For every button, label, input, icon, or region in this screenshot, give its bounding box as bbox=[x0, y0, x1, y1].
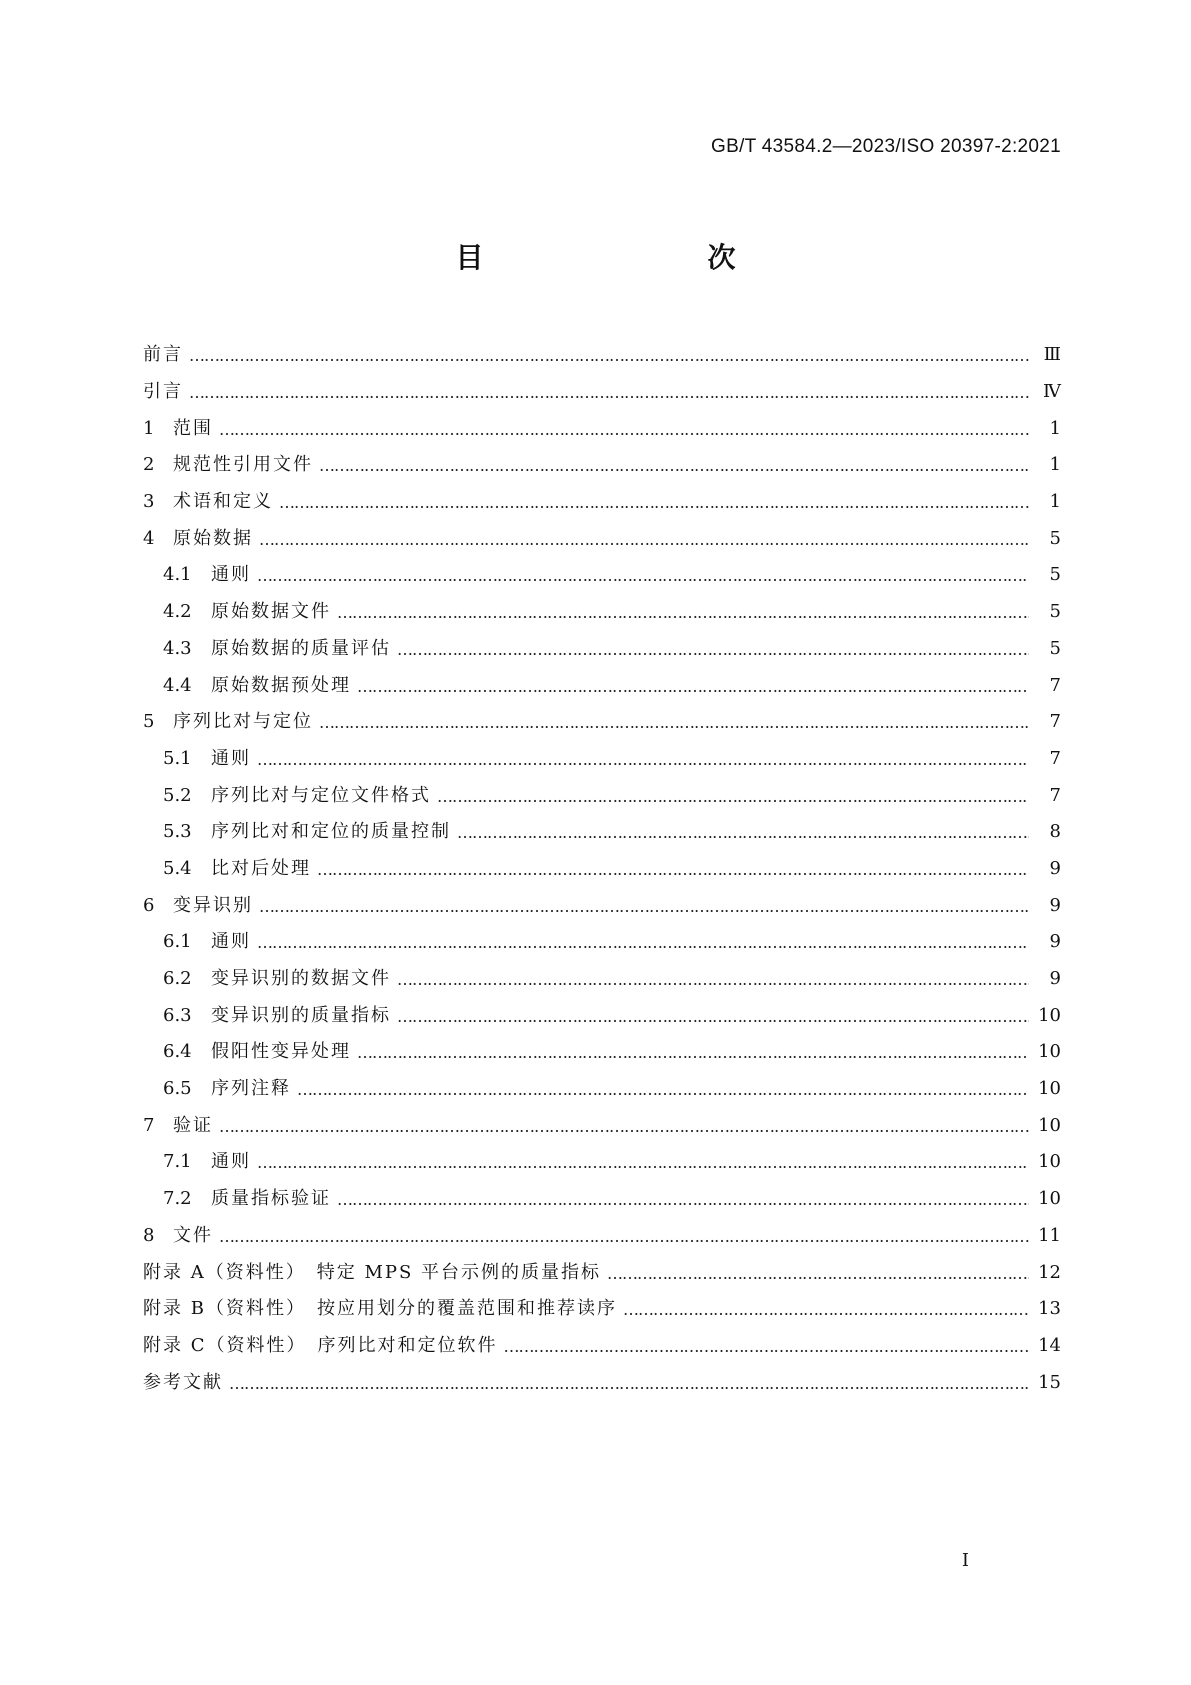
toc-entry[interactable] bbox=[143, 814, 1061, 851]
toc-entry[interactable] bbox=[143, 337, 1061, 374]
toc-entry-number: 4.3 bbox=[163, 637, 192, 659]
toc-entry-page: 5 bbox=[1049, 564, 1061, 586]
toc-dot-leader bbox=[317, 861, 1029, 879]
toc-dot-leader bbox=[189, 347, 1029, 365]
toc-entry-page: 8 bbox=[1049, 821, 1061, 843]
toc-dot-leader bbox=[607, 1265, 1029, 1283]
toc-dot-leader bbox=[229, 1375, 1029, 1393]
toc-entry[interactable] bbox=[143, 1034, 1061, 1071]
toc-list bbox=[143, 337, 1061, 1401]
toc-entry-page: 7 bbox=[1049, 747, 1061, 769]
toc-entry[interactable] bbox=[143, 777, 1061, 814]
toc-entry-number: 7 bbox=[143, 1114, 155, 1136]
toc-entry-label: 通则 bbox=[211, 747, 251, 769]
toc-entry-number: 4.2 bbox=[163, 601, 192, 623]
toc-entry-label: 变异识别的质量指标 bbox=[211, 1004, 391, 1026]
toc-entry-label: 通则 bbox=[211, 564, 251, 586]
toc-entry[interactable] bbox=[143, 1181, 1061, 1218]
toc-entry-label: 参考文献 bbox=[143, 1371, 223, 1393]
toc-entry-number: 4 bbox=[143, 527, 155, 549]
toc-entry[interactable] bbox=[143, 1291, 1061, 1328]
toc-entry[interactable] bbox=[143, 1364, 1061, 1401]
toc-entry-label: 附录 B（资料性） 按应用划分的覆盖范围和推荐读序 bbox=[143, 1298, 617, 1320]
toc-entry-number: 6.2 bbox=[163, 968, 192, 990]
toc-entry-number: 4.1 bbox=[163, 564, 192, 586]
toc-entry-number: 7.1 bbox=[163, 1151, 192, 1173]
toc-entry-label: 引言 bbox=[143, 381, 183, 403]
toc-entry-page: 9 bbox=[1049, 968, 1061, 990]
toc-entry-label: 范围 bbox=[173, 417, 213, 439]
toc-entry-label: 变异识别的数据文件 bbox=[211, 968, 391, 990]
toc-entry-page: 7 bbox=[1049, 711, 1061, 733]
toc-title: 目 次 bbox=[455, 241, 792, 274]
toc-entry[interactable] bbox=[143, 1071, 1061, 1108]
toc-entry[interactable] bbox=[143, 1144, 1061, 1181]
toc-entry-label: 验证 bbox=[173, 1114, 213, 1136]
toc-entry[interactable] bbox=[143, 374, 1061, 411]
toc-entry-label: 通则 bbox=[211, 1151, 251, 1173]
toc-entry-number: 5.1 bbox=[163, 747, 192, 769]
toc-dot-leader bbox=[357, 1044, 1029, 1062]
toc-entry-number: 6.5 bbox=[163, 1078, 192, 1100]
toc-entry[interactable] bbox=[143, 484, 1061, 521]
toc-entry-page: 10 bbox=[1038, 1041, 1061, 1063]
toc-entry-label: 序列比对和定位的质量控制 bbox=[211, 821, 451, 843]
toc-entry-label: 附录 A（资料性） 特定 MPS 平台示例的质量指标 bbox=[143, 1261, 602, 1283]
toc-entry-number: 5.3 bbox=[163, 821, 192, 843]
toc-entry-page: 10 bbox=[1038, 1114, 1061, 1136]
toc-entry-number: 6.3 bbox=[163, 1004, 192, 1026]
toc-entry-page: 15 bbox=[1038, 1371, 1061, 1393]
toc-entry-label: 序列注释 bbox=[211, 1078, 291, 1100]
toc-dot-leader bbox=[319, 714, 1029, 732]
toc-dot-leader bbox=[259, 531, 1029, 549]
toc-entry-page: 7 bbox=[1049, 674, 1061, 696]
toc-entry[interactable] bbox=[143, 447, 1061, 484]
toc-entry-number: 1 bbox=[143, 417, 155, 439]
toc-entry-number: 2 bbox=[143, 454, 155, 476]
toc-dot-leader bbox=[437, 788, 1029, 806]
toc-entry-page: 5 bbox=[1049, 527, 1061, 549]
toc-dot-leader bbox=[219, 421, 1029, 439]
toc-entry-page: 12 bbox=[1038, 1261, 1061, 1283]
toc-entry-page: 11 bbox=[1038, 1224, 1061, 1246]
toc-dot-leader bbox=[219, 1118, 1029, 1136]
toc-entry-page: 7 bbox=[1049, 784, 1061, 806]
toc-entry-page: 9 bbox=[1049, 894, 1061, 916]
toc-entry-number: 6.4 bbox=[163, 1041, 192, 1063]
toc-entry-label: 变异识别 bbox=[173, 894, 253, 916]
toc-entry[interactable] bbox=[143, 704, 1061, 741]
toc-dot-leader bbox=[259, 898, 1029, 916]
toc-dot-leader bbox=[219, 1228, 1029, 1246]
toc-entry-page: 9 bbox=[1049, 857, 1061, 879]
toc-entry-page: 10 bbox=[1038, 1004, 1061, 1026]
toc-entry-label: 原始数据预处理 bbox=[211, 674, 351, 696]
toc-dot-leader bbox=[319, 457, 1029, 475]
toc-entry-number: 6.1 bbox=[163, 931, 192, 953]
toc-dot-leader bbox=[257, 1154, 1029, 1172]
toc-entry-number: 6 bbox=[143, 894, 155, 916]
toc-entry-number: 3 bbox=[143, 491, 155, 513]
toc-dot-leader bbox=[397, 641, 1029, 659]
toc-entry[interactable] bbox=[143, 997, 1061, 1034]
toc-entry-page: 5 bbox=[1049, 637, 1061, 659]
toc-dot-leader bbox=[623, 1301, 1029, 1319]
toc-entry-label: 规范性引用文件 bbox=[173, 454, 313, 476]
toc-entry-label: 序列比对与定位文件格式 bbox=[211, 784, 431, 806]
toc-entry-page: 10 bbox=[1038, 1188, 1061, 1210]
toc-entry-label: 通则 bbox=[211, 931, 251, 953]
toc-dot-leader bbox=[457, 824, 1029, 842]
toc-dot-leader bbox=[257, 751, 1029, 769]
toc-entry[interactable] bbox=[143, 924, 1061, 961]
page-number: I bbox=[961, 1550, 969, 1571]
toc-entry-page: 1 bbox=[1049, 454, 1061, 476]
toc-entry-number: 5.4 bbox=[163, 857, 192, 879]
toc-entry-label: 比对后处理 bbox=[211, 857, 311, 879]
toc-entry[interactable] bbox=[143, 1254, 1061, 1291]
toc-dot-leader bbox=[297, 1081, 1029, 1099]
toc-entry-number: 5.2 bbox=[163, 784, 192, 806]
toc-dot-leader bbox=[504, 1338, 1030, 1356]
toc-entry-page: 9 bbox=[1049, 931, 1061, 953]
toc-entry-page: 10 bbox=[1038, 1078, 1061, 1100]
toc-dot-leader bbox=[257, 934, 1029, 952]
toc-entry-label: 附录 C（资料性） 序列比对和定位软件 bbox=[143, 1334, 498, 1356]
toc-entry-page: 13 bbox=[1038, 1298, 1061, 1320]
toc-dot-leader bbox=[337, 1191, 1029, 1209]
toc-entry-page: 1 bbox=[1049, 417, 1061, 439]
toc-entry-page: 10 bbox=[1038, 1151, 1061, 1173]
toc-entry-label: 原始数据 bbox=[173, 527, 253, 549]
toc-entry-page: Ⅲ bbox=[1043, 344, 1061, 366]
toc-entry-number: 4.4 bbox=[163, 674, 192, 696]
toc-entry-page: Ⅳ bbox=[1043, 381, 1061, 403]
toc-entry-label: 原始数据的质量评估 bbox=[211, 637, 391, 659]
toc-dot-leader bbox=[397, 1008, 1029, 1026]
toc-entry[interactable] bbox=[143, 520, 1061, 557]
standard-code: GB/T 43584.2—2023/ISO 20397-2:2021 bbox=[711, 136, 1061, 157]
toc-dot-leader bbox=[257, 567, 1029, 585]
toc-entry-page: 5 bbox=[1049, 601, 1061, 623]
toc-dot-leader bbox=[357, 678, 1029, 696]
toc-entry[interactable] bbox=[143, 851, 1061, 888]
toc-entry-page: 14 bbox=[1038, 1334, 1061, 1356]
toc-entry[interactable] bbox=[143, 1328, 1061, 1365]
toc-dot-leader bbox=[279, 494, 1029, 512]
toc-entry-label: 术语和定义 bbox=[173, 491, 273, 513]
toc-dot-leader bbox=[397, 971, 1029, 989]
toc-entry-number: 8 bbox=[143, 1224, 155, 1246]
toc-entry-label: 假阳性变异处理 bbox=[211, 1041, 351, 1063]
toc-entry[interactable] bbox=[143, 410, 1061, 447]
toc-dot-leader bbox=[189, 384, 1029, 402]
toc-entry[interactable] bbox=[143, 887, 1061, 924]
toc-entry[interactable] bbox=[143, 667, 1061, 704]
toc-entry[interactable] bbox=[143, 1218, 1061, 1255]
toc-entry[interactable] bbox=[143, 1107, 1061, 1144]
toc-entry[interactable] bbox=[143, 557, 1061, 594]
toc-entry-label: 前言 bbox=[143, 344, 183, 366]
toc-entry-label: 文件 bbox=[173, 1224, 213, 1246]
toc-entry-page: 1 bbox=[1049, 491, 1061, 513]
toc-entry[interactable] bbox=[143, 741, 1061, 778]
toc-entry-label: 原始数据文件 bbox=[211, 601, 331, 623]
toc-entry-label: 序列比对与定位 bbox=[173, 711, 313, 733]
toc-entry-number: 5 bbox=[143, 711, 155, 733]
toc-entry[interactable] bbox=[143, 631, 1061, 668]
toc-entry[interactable] bbox=[143, 961, 1061, 998]
toc-dot-leader bbox=[337, 604, 1029, 622]
toc-entry[interactable] bbox=[143, 594, 1061, 631]
toc-entry-number: 7.2 bbox=[163, 1188, 192, 1210]
toc-entry-label: 质量指标验证 bbox=[211, 1188, 331, 1210]
